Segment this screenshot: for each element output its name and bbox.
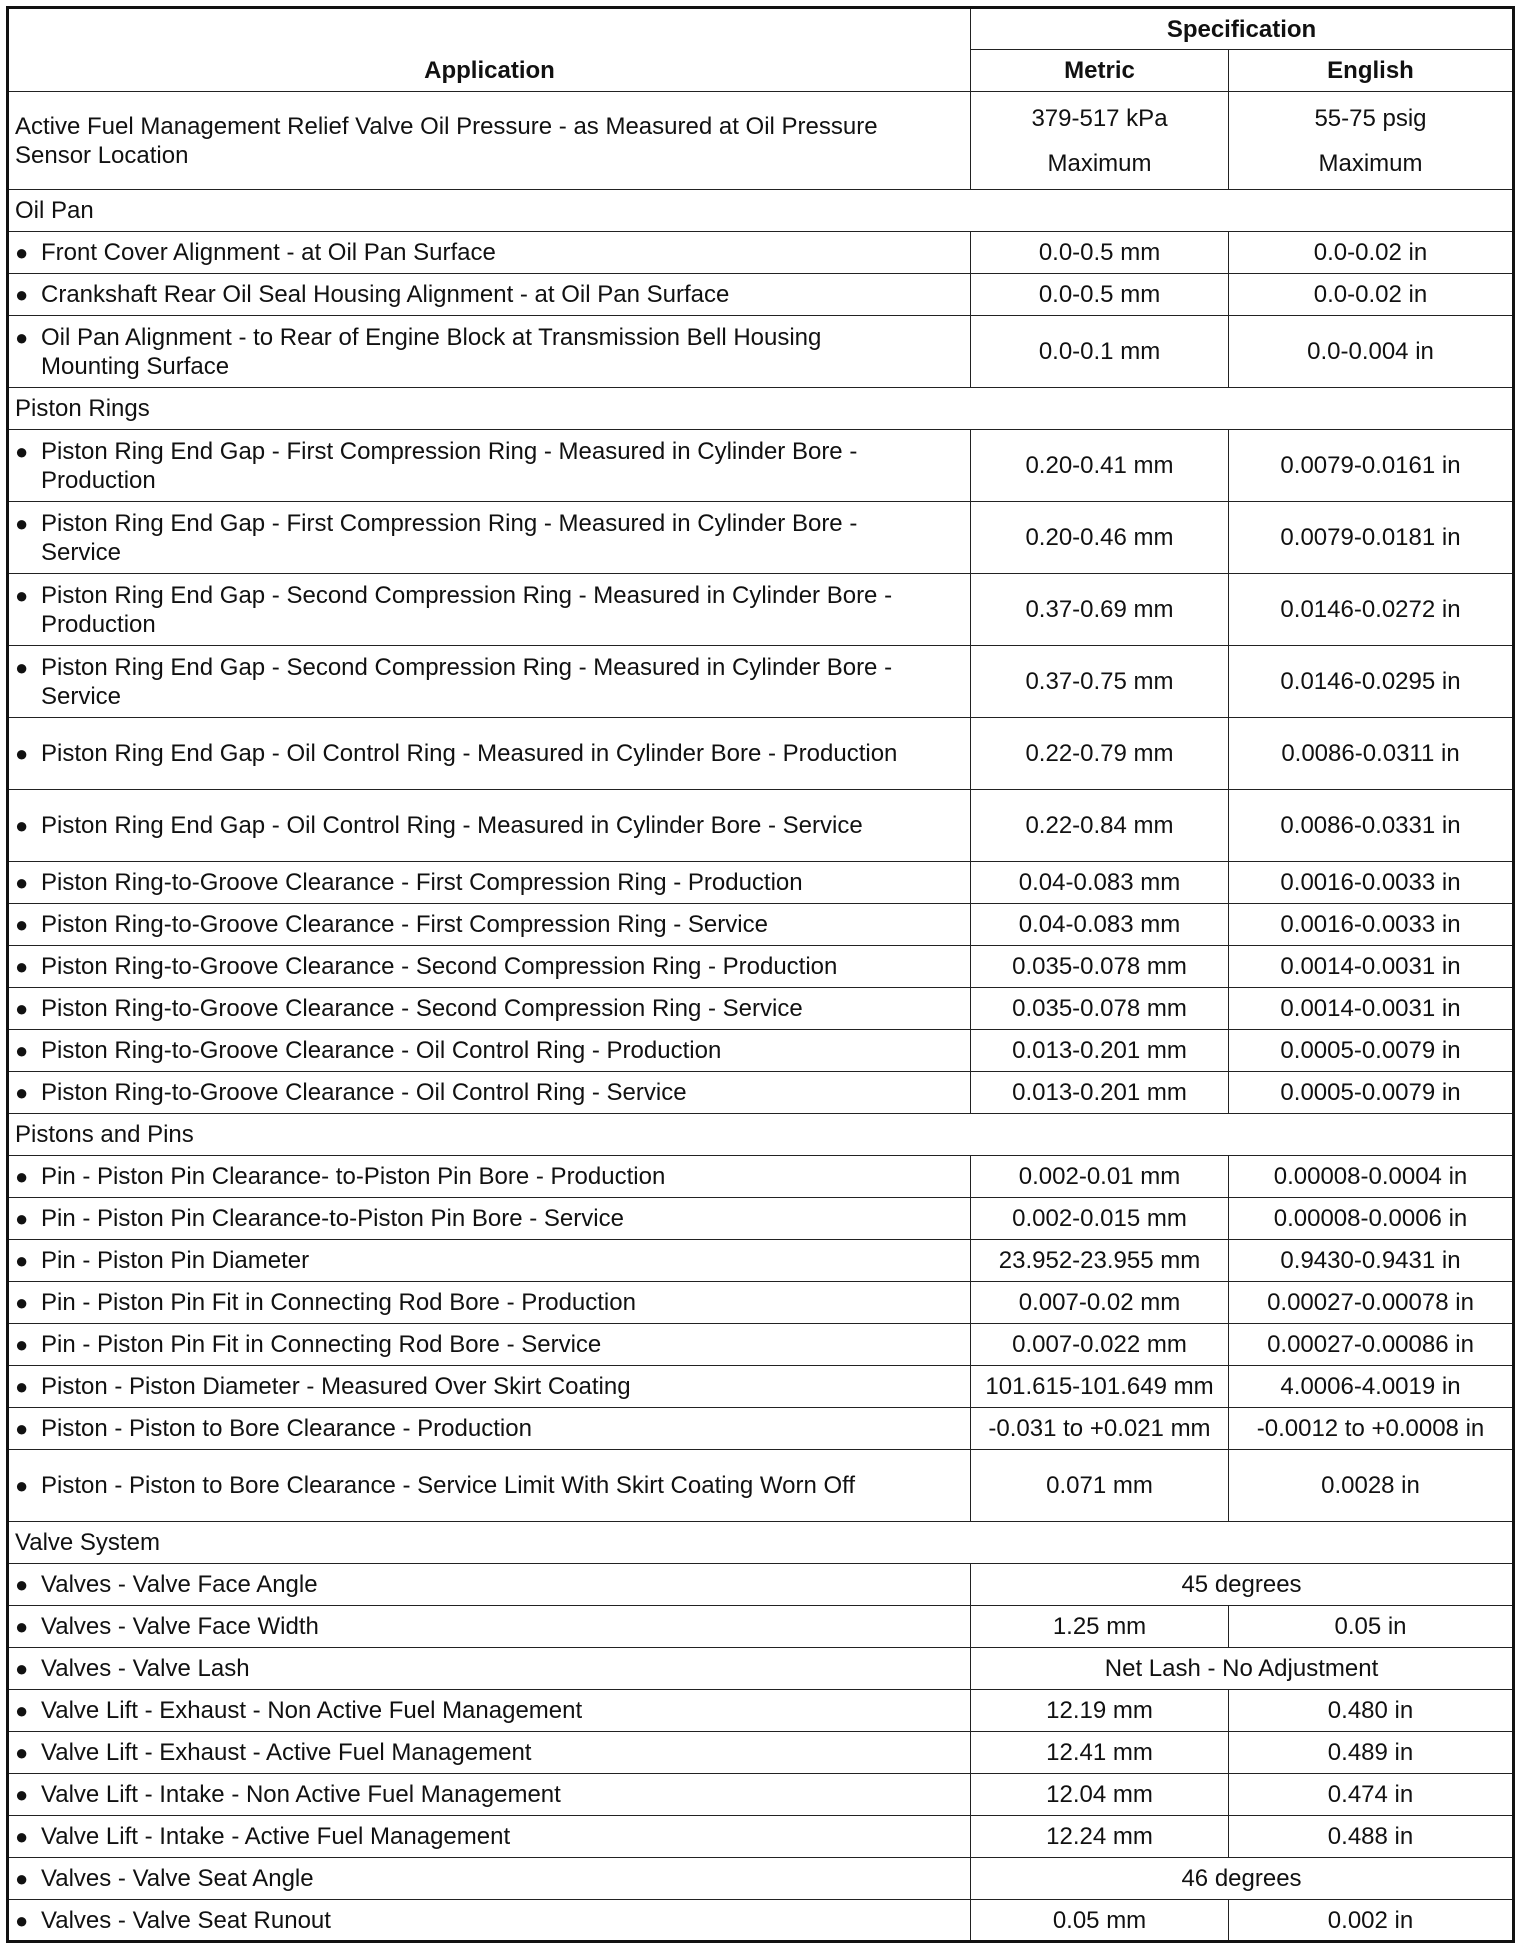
item-english: 4.0006-4.0019 in: [1229, 1366, 1514, 1408]
item-metric: 0.20-0.46 mm: [971, 502, 1229, 574]
section-row: [8, 1522, 1514, 1564]
item-cell: [8, 1900, 971, 1942]
bullet-icon: ●: [15, 582, 29, 608]
item-english: 0.0146-0.0295 in: [1229, 646, 1514, 718]
item-wrap: [15, 1612, 964, 1641]
item-label: Piston Ring End Gap - First Compression Ring - Measured in Cylinder Bore - Service: [41, 509, 858, 566]
table-row: [8, 1606, 1514, 1648]
item-label: Valve Lift - Exhaust - Active Fuel Management: [41, 1739, 532, 1766]
table-row: [8, 1030, 1514, 1072]
item-cell: [8, 502, 971, 574]
section-row: [8, 1114, 1514, 1156]
table-row: [8, 1282, 1514, 1324]
item-english: 0.0016-0.0033 in: [1229, 904, 1514, 946]
item-metric: 12.24 mm: [971, 1816, 1229, 1858]
table-row: [8, 1858, 1514, 1900]
item-wrap: [15, 1246, 964, 1275]
item-metric: 0.035-0.078 mm: [971, 988, 1229, 1030]
item-english: 0.00008-0.0004 in: [1229, 1156, 1514, 1198]
table-row: [8, 1732, 1514, 1774]
item-metric: -0.031 to +0.021 mm: [971, 1408, 1229, 1450]
item-metric: 0.013-0.201 mm: [971, 1072, 1229, 1114]
item-metric: 0.22-0.84 mm: [971, 790, 1229, 862]
item-label: Front Cover Alignment - at Oil Pan Surface: [41, 239, 496, 266]
item-cell: [8, 1282, 971, 1324]
item-label: Piston Ring-to-Groove Clearance - First Compression Ring - Production: [41, 869, 803, 896]
item-cell: [8, 316, 971, 388]
table-row: [8, 1900, 1514, 1942]
item-cell: [8, 1732, 971, 1774]
item-wrap: [15, 1204, 964, 1233]
item-metric: 0.0-0.5 mm: [971, 232, 1229, 274]
item-english: 0.00027-0.00086 in: [1229, 1324, 1514, 1366]
item-cell: [8, 790, 971, 862]
item-wrap: [15, 280, 964, 309]
item-metric: 0.0-0.1 mm: [971, 316, 1229, 388]
spec-table: [6, 6, 1515, 1943]
top-row-metric-note: Maximum: [1047, 149, 1152, 177]
item-wrap: [15, 1570, 964, 1599]
item-cell: [8, 1816, 971, 1858]
item-label: Pin - Piston Pin Diameter: [41, 1247, 310, 1274]
item-english: 0.0016-0.0033 in: [1229, 862, 1514, 904]
bullet-icon: ●: [15, 1473, 29, 1498]
item-label: Piston Ring End Gap - Second Compression Ring - Measured in Cylinder Bore - Production: [41, 581, 893, 638]
item-cell: [8, 232, 971, 274]
item-cell: [8, 1408, 971, 1450]
table-row: [8, 1240, 1514, 1282]
table-row: [8, 316, 1514, 388]
item-wrap: [15, 1654, 964, 1683]
item-wrap: [15, 1036, 964, 1065]
item-label: Piston - Piston Diameter - Measured Over Skirt Coating: [41, 1373, 631, 1400]
item-cell: [8, 1606, 971, 1648]
table-row: [8, 1450, 1514, 1522]
item-label: Piston Ring End Gap - First Compression Ring - Measured in Cylinder Bore - Production: [41, 437, 858, 494]
bullet-icon: ●: [15, 324, 29, 350]
item-english: -0.0012 to +0.0008 in: [1229, 1408, 1514, 1450]
item-wrap: [15, 238, 964, 267]
bullet-icon: ●: [15, 912, 29, 937]
table-row: [8, 92, 1514, 190]
table-row: [8, 946, 1514, 988]
item-cell: [8, 574, 971, 646]
item-wrap: [15, 1330, 964, 1359]
item-label: Piston Ring End Gap - Oil Control Ring - Measured in Cylinder Bore - Production: [41, 740, 898, 767]
table-row: [8, 862, 1514, 904]
item-wrap: [15, 868, 964, 897]
item-cell: [8, 1030, 971, 1072]
table-row: [8, 718, 1514, 790]
item-wrap: [15, 1471, 964, 1500]
bullet-icon: ●: [15, 996, 29, 1021]
item-cell: [8, 1774, 971, 1816]
bullet-icon: ●: [15, 870, 29, 895]
item-metric: 0.071 mm: [971, 1450, 1229, 1522]
header-metric: Metric: [971, 50, 1229, 92]
table-row: [8, 1366, 1514, 1408]
item-cell: [8, 1690, 971, 1732]
table-row: [8, 1408, 1514, 1450]
item-label: Valve Lift - Intake - Non Active Fuel Management: [41, 1781, 561, 1808]
item-metric: 12.04 mm: [971, 1774, 1229, 1816]
item-cell: [8, 1858, 971, 1900]
item-english: 0.0086-0.0331 in: [1229, 790, 1514, 862]
item-wrap: [15, 1906, 964, 1935]
table-row: [8, 574, 1514, 646]
item-label: Valves - Valve Seat Runout: [41, 1906, 331, 1934]
item-english: 0.0014-0.0031 in: [1229, 988, 1514, 1030]
table-row: [8, 904, 1514, 946]
item-combined: 46 degrees: [971, 1858, 1514, 1900]
section-title: Valve System: [8, 1522, 1514, 1564]
item-wrap: [15, 1078, 964, 1107]
item-metric: 12.41 mm: [971, 1732, 1229, 1774]
bullet-icon: ●: [15, 1374, 29, 1399]
table-row: [8, 232, 1514, 274]
item-wrap: [15, 323, 964, 381]
item-english: 0.0-0.02 in: [1229, 232, 1514, 274]
section-title: Pistons and Pins: [8, 1114, 1514, 1156]
header-english: English: [1229, 50, 1514, 92]
item-metric: 0.013-0.201 mm: [971, 1030, 1229, 1072]
item-metric: 0.035-0.078 mm: [971, 946, 1229, 988]
bullet-icon: ●: [15, 1290, 29, 1315]
item-metric: 0.37-0.69 mm: [971, 574, 1229, 646]
table-row: [8, 646, 1514, 718]
item-label: Valves - Valve Face Angle: [41, 1571, 318, 1598]
item-wrap: [15, 509, 964, 567]
item-label: Crankshaft Rear Oil Seal Housing Alignment - at Oil Pan Surface: [41, 281, 730, 308]
item-label: Piston - Piston to Bore Clearance - Production: [41, 1415, 532, 1442]
table-row: [8, 274, 1514, 316]
header-application: Application: [8, 8, 971, 92]
table-row: [8, 1324, 1514, 1366]
item-cell: [8, 718, 971, 790]
bullet-icon: ●: [15, 741, 29, 766]
item-metric: 0.0-0.5 mm: [971, 274, 1229, 316]
item-label: Piston Ring-to-Groove Clearance - Oil Control Ring - Service: [41, 1079, 687, 1106]
item-metric: 0.04-0.083 mm: [971, 904, 1229, 946]
table-row: [8, 1072, 1514, 1114]
bullet-icon: ●: [15, 1866, 29, 1891]
item-wrap: [15, 1288, 964, 1317]
section-row: [8, 190, 1514, 232]
item-metric: 0.05 mm: [971, 1900, 1229, 1942]
item-label: Valves - Valve Face Width: [41, 1613, 319, 1640]
bullet-icon: ●: [15, 1907, 29, 1933]
table-row: [8, 430, 1514, 502]
item-label: Piston Ring End Gap - Second Compression Ring - Measured in Cylinder Bore - Service: [41, 653, 893, 710]
item-english: 0.474 in: [1229, 1774, 1514, 1816]
item-wrap: [15, 1864, 964, 1893]
item-wrap: [15, 739, 964, 768]
top-row-metric-cell: [971, 92, 1229, 190]
top-row-english: 55-75 psig: [1314, 104, 1427, 132]
item-label: Oil Pan Alignment - to Rear of Engine Block at Transmission Bell Housing Mounting Surface: [41, 323, 822, 380]
item-metric: 0.22-0.79 mm: [971, 718, 1229, 790]
bullet-icon: ●: [15, 654, 29, 680]
item-label: Valves - Valve Lash: [41, 1655, 250, 1682]
table-body: [8, 92, 1514, 1942]
item-cell: [8, 274, 971, 316]
item-cell: [8, 1156, 971, 1198]
item-wrap: [15, 910, 964, 939]
bullet-icon: ●: [15, 1248, 29, 1273]
item-label: Piston - Piston to Bore Clearance - Service Limit With Skirt Coating Worn Off: [41, 1472, 856, 1499]
item-metric: 23.952-23.955 mm: [971, 1240, 1229, 1282]
bullet-icon: ●: [15, 510, 29, 536]
item-wrap: [15, 1414, 964, 1443]
item-metric: 0.007-0.02 mm: [971, 1282, 1229, 1324]
item-label: Piston Ring-to-Groove Clearance - Second Compression Ring - Production: [41, 953, 838, 980]
top-row-metric: 379-517 kPa: [1031, 104, 1168, 132]
section-row: [8, 388, 1514, 430]
section-title: Piston Rings: [8, 388, 1514, 430]
item-metric: 12.19 mm: [971, 1690, 1229, 1732]
item-cell: [8, 946, 971, 988]
item-english: 0.0079-0.0181 in: [1229, 502, 1514, 574]
bullet-icon: ●: [15, 1698, 29, 1723]
table-row: [8, 1648, 1514, 1690]
table-row: [8, 988, 1514, 1030]
item-english: 0.0-0.004 in: [1229, 316, 1514, 388]
item-wrap: [15, 437, 964, 495]
bullet-icon: ●: [15, 240, 29, 265]
item-metric: 0.37-0.75 mm: [971, 646, 1229, 718]
item-cell: [8, 1564, 971, 1606]
top-row-english-note: Maximum: [1318, 149, 1423, 177]
item-wrap: [15, 811, 964, 840]
item-cell: [8, 1072, 971, 1114]
item-metric: 1.25 mm: [971, 1606, 1229, 1648]
item-english: 0.488 in: [1229, 1816, 1514, 1858]
item-english: 0.0-0.02 in: [1229, 274, 1514, 316]
item-cell: [8, 1366, 971, 1408]
item-english: 0.0086-0.0311 in: [1229, 718, 1514, 790]
item-metric: 0.002-0.01 mm: [971, 1156, 1229, 1198]
item-label: Valve Lift - Exhaust - Non Active Fuel Management: [41, 1697, 583, 1724]
bullet-icon: ●: [15, 1206, 29, 1231]
bullet-icon: ●: [15, 1080, 29, 1105]
table-row: [8, 1198, 1514, 1240]
item-english: 0.00008-0.0006 in: [1229, 1198, 1514, 1240]
bullet-icon: ●: [15, 1656, 29, 1681]
table-row: [8, 1156, 1514, 1198]
item-label: Valve Lift - Intake - Active Fuel Management: [41, 1823, 511, 1850]
item-cell: [8, 988, 971, 1030]
table-row: [8, 1564, 1514, 1606]
item-english: 0.0014-0.0031 in: [1229, 946, 1514, 988]
item-english: 0.00027-0.00078 in: [1229, 1282, 1514, 1324]
bullet-icon: ●: [15, 1164, 29, 1189]
item-wrap: [15, 994, 964, 1023]
section-title: Oil Pan: [8, 190, 1514, 232]
bullet-icon: ●: [15, 954, 29, 979]
table-row: [8, 1816, 1514, 1858]
item-wrap: [15, 581, 964, 639]
table-row: [8, 1690, 1514, 1732]
bullet-icon: ●: [15, 438, 29, 464]
bullet-icon: ●: [15, 1038, 29, 1063]
item-metric: 101.615-101.649 mm: [971, 1366, 1229, 1408]
table-row: [8, 1774, 1514, 1816]
bullet-icon: ●: [15, 1572, 29, 1597]
item-cell: [8, 1648, 971, 1690]
item-english: 0.002 in: [1229, 1900, 1514, 1942]
item-cell: [8, 862, 971, 904]
table-header: [8, 8, 1514, 92]
item-cell: [8, 1450, 971, 1522]
item-wrap: [15, 952, 964, 981]
item-combined: Net Lash - No Adjustment: [971, 1648, 1514, 1690]
item-metric: 0.04-0.083 mm: [971, 862, 1229, 904]
item-english: 0.0028 in: [1229, 1450, 1514, 1522]
item-english: 0.0079-0.0161 in: [1229, 430, 1514, 502]
item-metric: 0.002-0.015 mm: [971, 1198, 1229, 1240]
item-label: Pin - Piston Pin Fit in Connecting Rod Bore - Production: [41, 1289, 636, 1316]
item-label: Piston Ring-to-Groove Clearance - Oil Control Ring - Production: [41, 1037, 722, 1064]
item-label: Piston Ring End Gap - Oil Control Ring - Measured in Cylinder Bore - Service: [41, 812, 863, 839]
item-english: 0.489 in: [1229, 1732, 1514, 1774]
item-label: Pin - Piston Pin Clearance-to-Piston Pin Bore - Service: [41, 1205, 624, 1232]
item-cell: [8, 1240, 971, 1282]
item-label: Pin - Piston Pin Clearance- to-Piston Pin Bore - Production: [41, 1163, 666, 1190]
table-row: [8, 502, 1514, 574]
top-row-english-cell: [1229, 92, 1514, 190]
item-english: 0.0146-0.0272 in: [1229, 574, 1514, 646]
item-wrap: [15, 1738, 964, 1767]
item-metric: 0.007-0.022 mm: [971, 1324, 1229, 1366]
item-english: 0.05 in: [1229, 1606, 1514, 1648]
item-cell: [8, 430, 971, 502]
bullet-icon: ●: [15, 813, 29, 838]
item-label: Piston Ring-to-Groove Clearance - First Compression Ring - Service: [41, 911, 768, 938]
bullet-icon: ●: [15, 1416, 29, 1441]
item-english: 0.9430-0.9431 in: [1229, 1240, 1514, 1282]
bullet-icon: ●: [15, 1614, 29, 1639]
item-label: Pin - Piston Pin Fit in Connecting Rod Bore - Service: [41, 1331, 602, 1358]
item-english: 0.480 in: [1229, 1690, 1514, 1732]
item-cell: [8, 646, 971, 718]
item-metric: 0.20-0.41 mm: [971, 430, 1229, 502]
bullet-icon: ●: [15, 1782, 29, 1807]
item-wrap: [15, 653, 964, 711]
bullet-icon: ●: [15, 1824, 29, 1849]
item-wrap: [15, 1822, 964, 1851]
bullet-icon: ●: [15, 1332, 29, 1357]
item-cell: [8, 1324, 971, 1366]
item-combined: 45 degrees: [971, 1564, 1514, 1606]
item-wrap: [15, 1780, 964, 1809]
header-specification: Specification: [971, 8, 1514, 50]
table-row: [8, 790, 1514, 862]
item-english: 0.0005-0.0079 in: [1229, 1030, 1514, 1072]
bullet-icon: ●: [15, 282, 29, 307]
top-row-application: Active Fuel Management Relief Valve Oil Pressure - as Measured at Oil Pressure Sensor Location: [8, 92, 971, 190]
item-wrap: [15, 1162, 964, 1191]
item-wrap: [15, 1372, 964, 1401]
item-wrap: [15, 1696, 964, 1725]
item-cell: [8, 904, 971, 946]
item-label: Piston Ring-to-Groove Clearance - Second Compression Ring - Service: [41, 995, 803, 1022]
bullet-icon: ●: [15, 1740, 29, 1765]
item-english: 0.0005-0.0079 in: [1229, 1072, 1514, 1114]
item-label: Valves - Valve Seat Angle: [41, 1865, 314, 1892]
item-cell: [8, 1198, 971, 1240]
